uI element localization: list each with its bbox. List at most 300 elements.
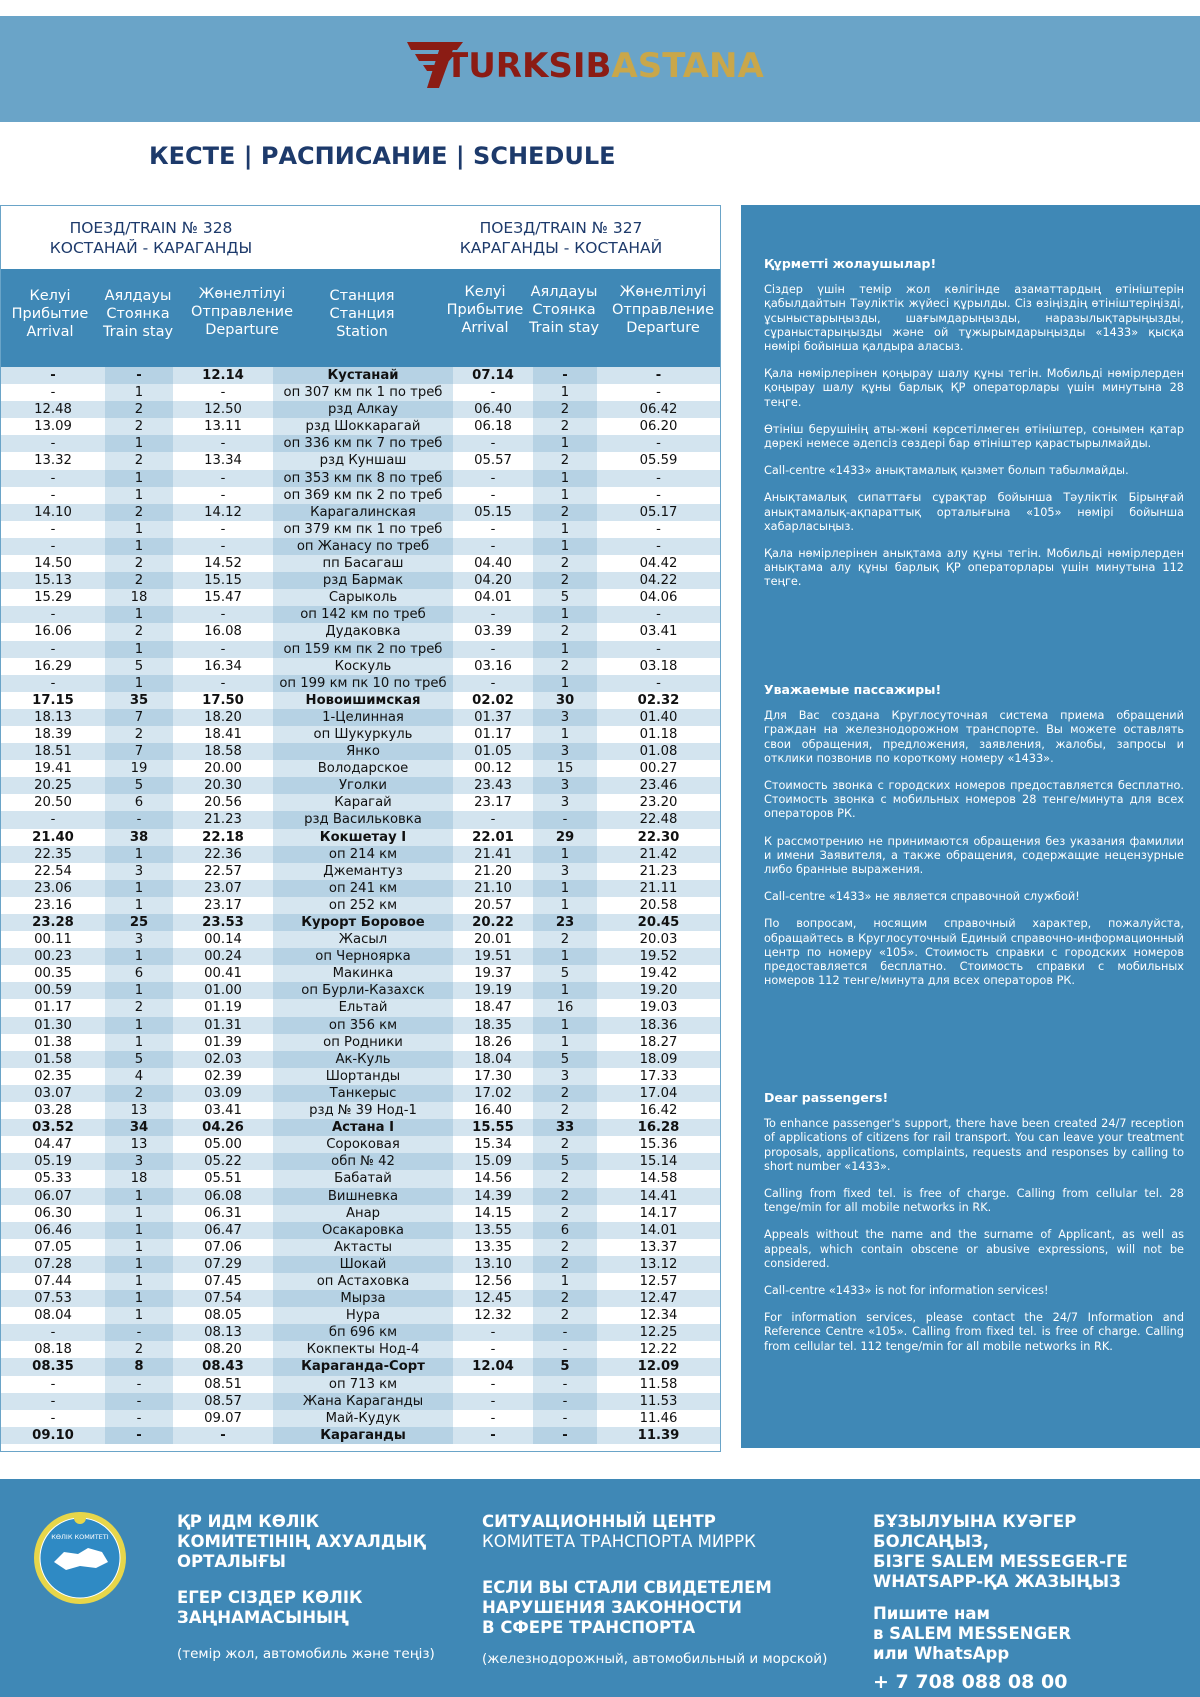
stay-cell: 1 (560, 385, 570, 401)
table-row (1, 658, 720, 675)
stay-cell: 13 (130, 1103, 148, 1119)
col-label: Станция (329, 306, 395, 322)
stay-cell: 3 (560, 795, 570, 811)
arrival-cell: - (50, 1376, 56, 1392)
footer-contact-title-line: WHATSAPP-ҚА ЖАЗЫҢЫЗ (873, 1572, 1121, 1591)
departure-cell: 19.42 (639, 966, 678, 982)
stay-cell: 1 (560, 470, 570, 486)
stay-cell: - (562, 368, 568, 383)
arrival-cell: 08.04 (34, 1308, 72, 1324)
station-cell: Жана Караганды (302, 1393, 424, 1409)
arrival-cell: 00.12 (474, 761, 512, 777)
departure-cell: 12.50 (204, 402, 242, 418)
stay-cell: - (136, 812, 142, 828)
stay-cell: 38 (129, 829, 149, 845)
stay-cell: 2 (134, 402, 144, 418)
table-row (1, 1393, 720, 1410)
arrival-cell: 20.50 (34, 795, 72, 811)
table-row (1, 1034, 720, 1051)
stay-cell: 1 (560, 607, 570, 623)
arrival-cell: 07.14 (472, 368, 514, 383)
stay-cell: - (562, 1325, 568, 1341)
table-row (1, 846, 720, 863)
arrival-cell: - (490, 1427, 496, 1443)
info-en-p1: To enhance passenger's support, there have been created 24/7 reception of applications of citizens for rail transport. You can leave your treatment proposals, applications, complaints, requests and responses by calling to short number «1433». (764, 1117, 1184, 1173)
arrival-cell: 13.35 (474, 1239, 512, 1255)
table-row (1, 760, 720, 777)
departure-cell: 02.39 (204, 1068, 242, 1084)
arrival-cell: 03.07 (34, 1085, 72, 1101)
arrival-cell: 13.10 (474, 1256, 512, 1272)
stay-cell: 2 (560, 573, 570, 589)
stay-cell: 35 (129, 692, 149, 708)
station-cell: Уголки (339, 778, 387, 794)
departure-cell: 14.17 (639, 1205, 678, 1221)
arrival-cell: 01.05 (474, 744, 512, 760)
arrival-cell: - (50, 1325, 56, 1341)
table-row (1, 675, 720, 692)
train-327-number: ПОЕЗД/TRAIN № 327 (479, 219, 643, 237)
station-cell: Караганды (320, 1427, 406, 1443)
arrival-cell: 22.54 (34, 863, 72, 879)
stay-cell: 5 (134, 1051, 144, 1067)
col-stay-left (99, 287, 177, 341)
arrival-cell: 18.39 (34, 726, 72, 742)
station-cell: оп 713 км (328, 1376, 398, 1392)
arrival-cell: 14.39 (474, 1188, 512, 1204)
station-cell: рзд Васильковка (304, 812, 422, 828)
stay-cell: 2 (134, 1000, 144, 1016)
station-cell: Осакаровка (321, 1222, 405, 1238)
col-label: Прибытие (446, 302, 524, 318)
table-row (1, 743, 720, 760)
departure-cell: 04.06 (639, 590, 678, 606)
station-cell: оп 356 км (328, 1017, 398, 1033)
table-row (1, 367, 720, 384)
departure-cell: 06.20 (639, 419, 678, 435)
stay-cell: 1 (134, 1291, 144, 1307)
station-cell: Ак-Куль (335, 1051, 391, 1067)
stay-cell: 5 (560, 1154, 570, 1170)
departure-cell: 22.18 (202, 829, 244, 845)
footer-kz-note: (темір жол, автомобиль және теңіз) (177, 1646, 435, 1662)
col-label: Departure (626, 320, 700, 336)
departure-cell: 20.45 (637, 915, 680, 930)
stay-cell: 2 (560, 1188, 570, 1204)
footer-kz-title-line: ҚР ИДМ КӨЛІК (177, 1512, 320, 1531)
stay-cell: 5 (560, 1051, 570, 1067)
table-row (1, 1222, 720, 1239)
departure-cell: 16.28 (637, 1120, 680, 1136)
stay-cell: 2 (134, 453, 144, 469)
stay-cell: 1 (134, 487, 144, 503)
arrival-cell: - (50, 641, 56, 657)
arrival-cell: 01.17 (34, 1000, 72, 1016)
train-328-number: ПОЕЗД/TRAIN № 328 (69, 219, 233, 237)
footer-col-contact (873, 1512, 1193, 1694)
arrival-cell: 04.01 (474, 590, 512, 606)
stay-cell: 1 (560, 1017, 570, 1033)
table-row (1, 1068, 720, 1085)
col-stay-right (525, 283, 603, 337)
departure-cell: 15.15 (204, 573, 242, 589)
arrival-cell: 15.34 (474, 1137, 512, 1153)
logo-text (445, 46, 764, 86)
table-row (1, 1290, 720, 1307)
station-cell: Бабатай (334, 1171, 392, 1187)
col-label: Departure (205, 322, 279, 338)
departure-cell: 17.04 (639, 1085, 678, 1101)
stay-cell: 3 (560, 744, 570, 760)
arrival-cell: - (490, 641, 496, 657)
departure-cell: 23.17 (204, 897, 242, 913)
stay-cell: 1 (560, 880, 570, 896)
arrival-cell: - (50, 436, 56, 452)
station-cell: Анар (345, 1205, 381, 1221)
station-cell: рзд № 39 Нод-1 (309, 1103, 417, 1119)
departure-cell: 00.27 (639, 761, 678, 777)
info-en-heading: Dear passengers! (764, 1090, 889, 1105)
stay-cell: 5 (560, 1359, 570, 1375)
station-cell: оп 369 км пк 2 по треб (283, 487, 443, 503)
footer-kz-sub-line: ЗАҢНАМАСЫНЫҢ (177, 1608, 349, 1627)
stay-cell: 2 (134, 726, 144, 742)
arrival-cell: - (490, 1393, 496, 1409)
departure-cell: 23.20 (639, 795, 678, 811)
station-cell: оп 159 км пк 2 по треб (283, 641, 443, 657)
arrival-cell: 03.28 (34, 1103, 72, 1119)
departure-cell: 11.53 (639, 1393, 678, 1409)
col-label: Train stay (528, 320, 600, 336)
stay-cell: 1 (134, 1308, 144, 1324)
arrival-cell: 13.32 (34, 453, 72, 469)
arrival-cell: 23.06 (34, 880, 72, 896)
col-label: Train stay (102, 324, 174, 340)
departure-cell: 20.58 (639, 897, 678, 913)
departure-cell: 07.45 (204, 1273, 242, 1289)
arrival-cell: 19.19 (474, 983, 512, 999)
stay-cell: 1 (134, 846, 144, 862)
info-kz-heading: Құрметті жолаушылар! (764, 256, 937, 271)
stay-cell: 1 (134, 641, 144, 657)
departure-cell: 01.40 (639, 709, 678, 725)
table-row (1, 1188, 720, 1205)
departure-cell: 18.58 (204, 744, 242, 760)
table-row (1, 897, 720, 914)
arrival-cell: 05.19 (34, 1154, 72, 1170)
stay-cell: 2 (134, 1342, 144, 1358)
stay-cell: 1 (134, 1034, 144, 1050)
arrival-cell: 16.29 (34, 658, 72, 674)
departure-cell: 23.53 (202, 915, 244, 930)
table-row (1, 794, 720, 811)
arrival-cell: 01.30 (34, 1017, 72, 1033)
arrival-cell: 15.13 (34, 573, 72, 589)
footer-ru-title: СИТУАЦИОННЫЙ ЦЕНТР (482, 1512, 716, 1531)
station-cell: Курорт Боровое (301, 915, 425, 930)
stay-cell: 6 (560, 1222, 570, 1238)
info-en-p5: For information services, please contact the 24/7 Information and Reference Centre «105». Calling from fixed tel. is free of charge. Calling from cellular tel. 112 tenge/min for all mobile networks in RK. (764, 1311, 1184, 1353)
arrival-cell: 18.35 (474, 1017, 512, 1033)
stay-cell: 2 (134, 624, 144, 640)
arrival-cell: - (490, 538, 496, 554)
stay-cell: 1 (560, 726, 570, 742)
departure-cell: 21.23 (204, 812, 242, 828)
stay-cell: 2 (560, 402, 570, 418)
stay-cell: 2 (560, 419, 570, 435)
table-row (1, 1341, 720, 1358)
departure-cell: 05.17 (639, 504, 678, 520)
departure-cell: 14.41 (639, 1188, 678, 1204)
table-row (1, 1427, 720, 1444)
stay-cell: - (136, 368, 142, 383)
stay-cell: 2 (560, 932, 570, 948)
info-ru-p3: К рассмотрению не принимаются обращения без указания фамилии и имени Заявителя, а также обращения, содержащие нецензурные либо бранные выражения. (764, 834, 1184, 877)
stay-cell: - (562, 1410, 568, 1426)
arrival-cell: 20.25 (34, 778, 72, 794)
departure-cell: 17.50 (202, 692, 244, 708)
arrival-cell: - (490, 1325, 496, 1341)
station-cell: Шокай (339, 1256, 387, 1272)
table-row (1, 470, 720, 487)
station-cell: рзд Алкау (328, 402, 398, 418)
arrival-cell: 14.56 (474, 1171, 512, 1187)
table-row (1, 572, 720, 589)
stay-cell: 1 (134, 538, 144, 554)
arrival-cell: 00.11 (34, 932, 72, 948)
table-row (1, 726, 720, 743)
departure-cell: - (220, 675, 226, 691)
stay-cell: 1 (134, 897, 144, 913)
stay-cell: 8 (134, 1359, 144, 1375)
arrival-cell: 07.44 (34, 1273, 72, 1289)
departure-cell: 12.14 (202, 368, 244, 383)
departure-cell: 22.36 (204, 846, 242, 862)
departure-cell: - (220, 385, 226, 401)
stay-cell: 1 (560, 538, 570, 554)
departure-cell: 04.22 (639, 573, 678, 589)
arrival-cell: 16.06 (34, 624, 72, 640)
arrival-cell: 14.50 (34, 556, 72, 572)
departure-cell: 05.51 (204, 1171, 242, 1187)
table-row (1, 1017, 720, 1034)
departure-cell: 08.57 (204, 1393, 242, 1409)
departure-cell: - (656, 607, 661, 623)
stay-cell: 1 (134, 436, 144, 452)
departure-cell: 20.00 (204, 761, 242, 777)
logo-text-turksib: TURKSIB (445, 46, 612, 86)
stay-cell: 2 (560, 658, 570, 674)
table-row (1, 1307, 720, 1324)
departure-cell: 08.13 (204, 1325, 242, 1341)
arrival-cell: 12.45 (474, 1291, 512, 1307)
arrival-cell: 15.29 (34, 590, 72, 606)
departure-cell: 12.47 (639, 1291, 678, 1307)
departure-cell: 00.24 (204, 949, 242, 965)
stay-cell: 18 (130, 590, 148, 606)
table-row (1, 1358, 720, 1375)
stay-cell: 2 (560, 1239, 570, 1255)
table-row (1, 880, 720, 897)
arrival-cell: 00.59 (34, 983, 72, 999)
arrival-cell: 00.35 (34, 966, 72, 982)
station-cell: оп Шукуркуль (313, 726, 413, 742)
stay-cell: 1 (134, 880, 144, 896)
stay-cell: 1 (134, 983, 144, 999)
stay-cell: 1 (560, 675, 570, 691)
departure-cell: 15.47 (204, 590, 242, 606)
stay-cell: 5 (134, 658, 144, 674)
departure-cell: 20.30 (204, 778, 242, 794)
departure-cell: 01.39 (204, 1034, 242, 1050)
departure-cell: 16.08 (204, 624, 242, 640)
station-cell: Новоишимская (305, 692, 421, 708)
table-row (1, 999, 720, 1016)
departure-cell: 03.09 (204, 1085, 242, 1101)
departure-cell: 05.22 (204, 1154, 242, 1170)
arrival-cell: 18.47 (474, 1000, 512, 1016)
arrival-cell: 15.09 (474, 1154, 512, 1170)
arrival-cell: 14.15 (474, 1205, 512, 1221)
arrival-cell: 22.35 (34, 846, 72, 862)
schedule-rows (1, 367, 720, 1444)
table-row (1, 811, 720, 828)
stay-cell: 33 (555, 1120, 575, 1136)
table-row (1, 623, 720, 640)
departure-cell: 00.14 (204, 932, 242, 948)
station-cell: оп 214 км (328, 846, 398, 862)
stay-cell: 5 (560, 966, 570, 982)
col-arrival-right (441, 283, 529, 337)
footer-kz-title-line: КОМИТЕТІНІҢ АХУАЛДЫҚ (177, 1532, 426, 1551)
info-kz-p3: Өтініш берушінің аты-жөні көрсетілмеген өтініштер, сонымен қатар дөрекі немесе әдепсіз сөздері бар өтініштер қарастырылмайды. (764, 422, 1184, 451)
departure-cell: - (220, 436, 226, 452)
logo-text-astana: ASTANA (611, 46, 764, 86)
departure-cell: 01.08 (639, 744, 678, 760)
stay-cell: 1 (134, 470, 144, 486)
arrival-cell: 14.10 (34, 504, 72, 520)
stay-cell: 5 (560, 590, 570, 606)
station-cell: Мырза (340, 1291, 386, 1307)
arrival-cell: 07.28 (34, 1256, 72, 1272)
table-row (1, 606, 720, 623)
table-row (1, 863, 720, 880)
station-cell: Кокшетау I (319, 829, 407, 845)
departure-cell: 06.31 (204, 1205, 242, 1221)
table-row (1, 931, 720, 948)
departure-cell: 14.58 (639, 1171, 678, 1187)
info-kz-p1: Сіздер үшін темір жол көлігінде азаматтардың өтініштерін қабылдайтын Тәуліктік жүйесі құрылды. Сіз өзіңіздің өтініштеріңізді, ұсыныстарыңызды, шағымдарыңызды, наразылықтарыңызды, сұраныстарыңызды және ой тұжырымдарыңызды «1433» қысқа нөмірі бойынша қалдыра аласыз. (764, 283, 1184, 354)
stay-cell: 2 (560, 1103, 570, 1119)
departure-cell: 14.12 (204, 504, 242, 520)
departure-cell: - (220, 1427, 226, 1443)
departure-cell: 13.37 (639, 1239, 678, 1255)
table-row (1, 384, 720, 401)
station-cell: Астана I (331, 1120, 395, 1136)
station-cell: Коскуль (334, 658, 392, 674)
info-ru (764, 683, 1184, 1001)
train-327-route: КАРАГАНДЫ - КОСТАНАЙ (459, 239, 663, 257)
arrival-cell: - (50, 1410, 56, 1426)
stay-cell: 1 (560, 1034, 570, 1050)
departure-cell: 01.19 (204, 1000, 242, 1016)
stay-cell: - (562, 1427, 568, 1443)
stay-cell: 1 (134, 675, 144, 691)
station-cell: оп 252 км (328, 897, 398, 913)
arrival-cell: 20.22 (472, 915, 514, 930)
arrival-cell: 05.57 (474, 453, 512, 469)
info-en-p4: Call-centre «1433» is not for information services! (764, 1284, 1049, 1298)
departure-cell: - (656, 487, 661, 503)
stay-cell: 1 (560, 1273, 570, 1289)
table-row (1, 401, 720, 418)
arrival-cell: 09.10 (32, 1427, 74, 1443)
departure-cell: - (220, 521, 226, 537)
departure-cell: 23.07 (204, 880, 242, 896)
arrival-cell: - (50, 368, 56, 383)
col-label: Отправление (191, 304, 293, 320)
stay-cell: 2 (560, 453, 570, 469)
departure-cell: 18.20 (204, 709, 242, 725)
departure-cell: - (220, 470, 226, 486)
col-label: Жөнелтілуі (198, 286, 286, 302)
arrival-cell: 16.40 (474, 1103, 512, 1119)
departure-cell: 15.36 (639, 1137, 678, 1153)
arrival-cell: 23.43 (474, 778, 512, 794)
info-ru-p2: Стоимость звонка с городских номеров предоставляется бесплатно. Стоимость звонка с мобильных номеров 28 тенге/минута для всех операторов РК. (764, 779, 1184, 821)
departure-cell: 05.59 (639, 453, 678, 469)
departure-cell: - (656, 538, 661, 554)
station-cell: Карагалинская (310, 504, 416, 520)
departure-cell: 13.11 (204, 419, 242, 435)
stay-cell: 2 (560, 1205, 570, 1221)
departure-cell: - (220, 607, 226, 623)
departure-cell: 07.06 (204, 1239, 242, 1255)
departure-cell: - (656, 641, 661, 657)
table-row (1, 1324, 720, 1341)
arrival-cell: 01.17 (474, 726, 512, 742)
station-cell: оп Бурли-Казахск (301, 983, 425, 999)
stay-cell: 1 (134, 1205, 144, 1221)
station-cell: Ельтай (338, 1000, 388, 1016)
departure-cell: 08.05 (204, 1308, 242, 1324)
arrival-cell: 05.15 (474, 504, 512, 520)
departure-cell: 12.34 (639, 1308, 678, 1324)
stay-cell: 2 (560, 1308, 570, 1324)
table-row (1, 418, 720, 435)
departure-cell: 03.41 (639, 624, 678, 640)
departure-cell: 14.52 (204, 556, 242, 572)
stay-cell: - (136, 1325, 142, 1341)
stay-cell: 18 (130, 1171, 148, 1187)
stay-cell: 1 (560, 436, 570, 452)
departure-cell: - (656, 385, 661, 401)
departure-cell: 18.27 (639, 1034, 678, 1050)
stay-cell: - (562, 1393, 568, 1409)
arrival-cell: 07.53 (34, 1291, 72, 1307)
station-cell: Кустанай (327, 368, 399, 383)
station-cell: Володарское (317, 761, 409, 777)
arrival-cell: - (50, 521, 56, 537)
arrival-cell: - (490, 812, 496, 828)
departure-cell: 12.57 (639, 1273, 678, 1289)
table-row (1, 948, 720, 965)
departure-cell: 12.25 (639, 1325, 678, 1341)
col-label: Жөнелтілуі (619, 284, 707, 300)
station-cell: оп Астаховка (316, 1273, 410, 1289)
transport-committee-emblem-icon (30, 1506, 130, 1606)
footer-phone-number[interactable]: + 7 708 088 08 00 (873, 1671, 1068, 1693)
